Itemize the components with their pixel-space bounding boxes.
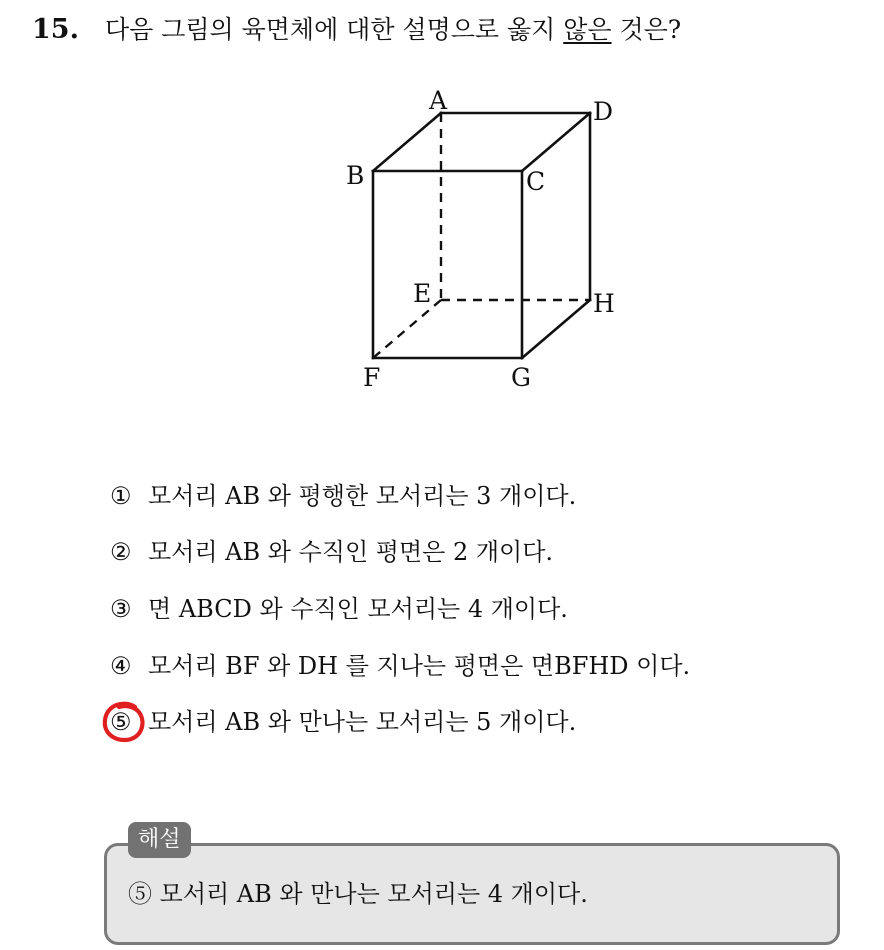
- option-3-text: 면 ABCD 와 수직인 모서리는 4 개이다.: [148, 595, 568, 623]
- edge-ab: [373, 113, 441, 171]
- option-1-text: 모서리 AB 와 평행한 모서리는 3 개이다.: [148, 482, 577, 510]
- vertex-label-d: D: [593, 97, 614, 126]
- vertex-label-h: H: [593, 289, 615, 318]
- vertex-label-b: B: [346, 161, 365, 190]
- vertex-label-a: A: [429, 86, 448, 115]
- option-5[interactable]: [110, 704, 576, 740]
- option-1[interactable]: [110, 478, 576, 514]
- question-text-after: 것은?: [611, 15, 682, 44]
- question-text: [105, 15, 681, 44]
- option-4-text: 모서리 BF 와 DH 를 지나는 평면은 면BFHD 이다.: [148, 652, 691, 680]
- edge-dc: [522, 113, 590, 171]
- vertex-label-c: C: [526, 167, 546, 196]
- option-2-text: 모서리 AB 와 수직인 평면은 2 개이다.: [148, 538, 554, 566]
- option-2-number: ②: [110, 538, 132, 566]
- option-2[interactable]: [110, 534, 553, 570]
- option-4[interactable]: [110, 648, 690, 684]
- edge-ef-hidden: [373, 300, 441, 358]
- option-5-number: ⑤: [110, 708, 132, 736]
- edge-hg: [522, 300, 590, 358]
- solution-text: ⑤ 모서리 AB 와 만나는 모서리는 4 개이다.: [128, 880, 588, 908]
- option-4-number: ④: [110, 652, 132, 680]
- solution-tag: 해설: [128, 822, 191, 858]
- vertex-label-g: G: [511, 363, 531, 392]
- option-5-text: 모서리 AB 와 만나는 모서리는 5 개이다.: [148, 708, 577, 736]
- question-number: 15.: [32, 14, 79, 45]
- option-1-number: ①: [110, 482, 132, 510]
- question-text-before: 다음 그림의 육면체에 대한 설명으로 옳지: [104, 15, 564, 44]
- cube-figure: [300, 82, 640, 400]
- option-3[interactable]: [110, 591, 568, 627]
- question-header: [32, 12, 681, 48]
- answer-circle-mark: [101, 699, 147, 745]
- option-3-number: ③: [110, 595, 132, 623]
- question-text-underlined: 않은: [563, 15, 612, 44]
- vertex-label-f: F: [363, 363, 381, 392]
- vertex-label-e: E: [413, 279, 432, 308]
